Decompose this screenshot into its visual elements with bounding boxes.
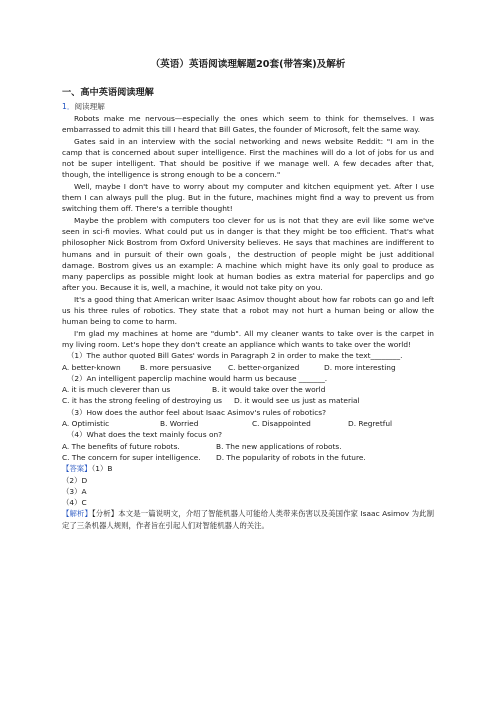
option-a: A. The benefits of future robots. — [62, 441, 180, 451]
passage-paragraph-6: I'm glad my machines at home are "dumb". All my cleaner wants to take over is the carpet in my living room. Let's hope they don't create an appliance which wants to take over the world! — [62, 328, 434, 349]
option-c: C. better-organized — [228, 362, 300, 372]
answer-line-1 — [62, 463, 434, 474]
section-heading: 一、高中英语阅读理解 — [62, 87, 154, 98]
option-c: C. Disappointed — [252, 419, 311, 429]
document-page — [62, 58, 434, 532]
option-a: A. better-known — [62, 362, 121, 372]
passage-paragraph-5: It's a good thing that American writer Isaac Asimov thought about how far robots can go and left us his three rules of robotics. They state that a robot may not hurt a human being or allow the human being to come to harm. — [62, 294, 434, 327]
passage-paragraph-1: Robots make me nervous—especially the ones which seem to think for themselves. I was embarrassed to admit this till I heard that Bill Gates, the founder of Microsoft, felt the same way. — [62, 114, 434, 135]
passage-paragraph-4: Maybe the problem with computers too clever for us is not that they are evil like some we've seen in sci-fi movies. What could put us in danger is that they might be too efficient. That's what philosopher Nick Bostrom from Oxford University believes. He says that machines are indifferent to humans and in pursuit of their own goals，the destruction of people might be just additional damage. Bostrom gives us an example: A machine which might have its only goal to produce as many paperclips as possible might look at human bodies as extra material for paperclips and go after you. Because it is, well, a machine, it would not take pity on you. — [62, 215, 434, 293]
option-d: D. The popularity of robots in the future. — [216, 452, 366, 462]
question-4-options-row-2 — [62, 452, 434, 463]
answer-4: （4）C — [62, 498, 87, 508]
option-c: C. The concern for super intelligence. — [62, 452, 201, 462]
question-1-stem: （1）The author quoted Bill Gates' words in Paragraph 2 in order to make the text________. — [67, 351, 403, 361]
answer-tag: 【答案】 — [62, 464, 92, 474]
question-1-options — [62, 362, 434, 373]
answer-3: （3）A — [62, 486, 87, 496]
answer-1: （1）B — [91, 464, 113, 474]
document-title: （英语）英语阅读理解题20套(带答案)及解析 — [150, 59, 346, 70]
passage-paragraph-3: Well, maybe I don't have to worry about my computer and kitchen equipment yet. After I use them I can always pull the plug. But in the future, machines might find a way to prevent us from switching them off. There's a terrible thought! — [62, 181, 434, 214]
option-c: C. it has the strong feeling of destroying us — [62, 396, 222, 406]
option-d: D. it would see us just as material — [234, 396, 360, 406]
answer-2: （2）D — [62, 475, 88, 485]
option-a: A. Optimistic — [62, 419, 110, 429]
question-4-options-row-1 — [62, 441, 434, 452]
option-b: B. Worried — [160, 419, 199, 429]
explanation-tag: 【解析】 — [62, 509, 92, 519]
option-d: D. more interesting — [324, 362, 396, 372]
option-b: B. The new applications of robots. — [216, 441, 342, 451]
explanation — [62, 508, 434, 532]
question-label: 阅读理解 — [74, 102, 105, 111]
passage-paragraph-2: Gates said in an interview with the social networking and news website Reddit: "I am in the camp that is concerned about super intelligence. First the machines will do a lot of jobs for us and not be super intelligent. That should be positive if we manage well. A few decades after that, though, the intelligence is strong enough to be a concern." — [62, 136, 434, 180]
question-number: 1． — [62, 102, 75, 111]
option-b: B. more persuasive — [140, 362, 212, 372]
option-d: D. Regretful — [348, 419, 393, 429]
question-3-stem: （3）How does the author feel about Isaac Asimov's rules of robotics? — [67, 407, 327, 417]
option-b: B. it would take over the world — [212, 385, 326, 395]
question-4-stem: （4）What does the text mainly focus on? — [67, 430, 223, 440]
question-2-options-row-2 — [62, 395, 434, 406]
question-2-stem: （2）An intelligent paperclip machine would harm us because _______. — [67, 373, 328, 383]
question-3-options — [62, 418, 434, 429]
question-header — [62, 101, 434, 113]
option-a: A. it is much cleverer than us — [62, 385, 171, 395]
explanation-text: 【分析】本文是一篇说明文，介绍了智能机器人可能给人类带来伤害以及美国作家 Isaac Asimov 为此制定了三条机器人规则，作者旨在引起人们对智能机器人的关注。 — [62, 509, 434, 531]
question-2-options-row-1 — [62, 384, 434, 395]
